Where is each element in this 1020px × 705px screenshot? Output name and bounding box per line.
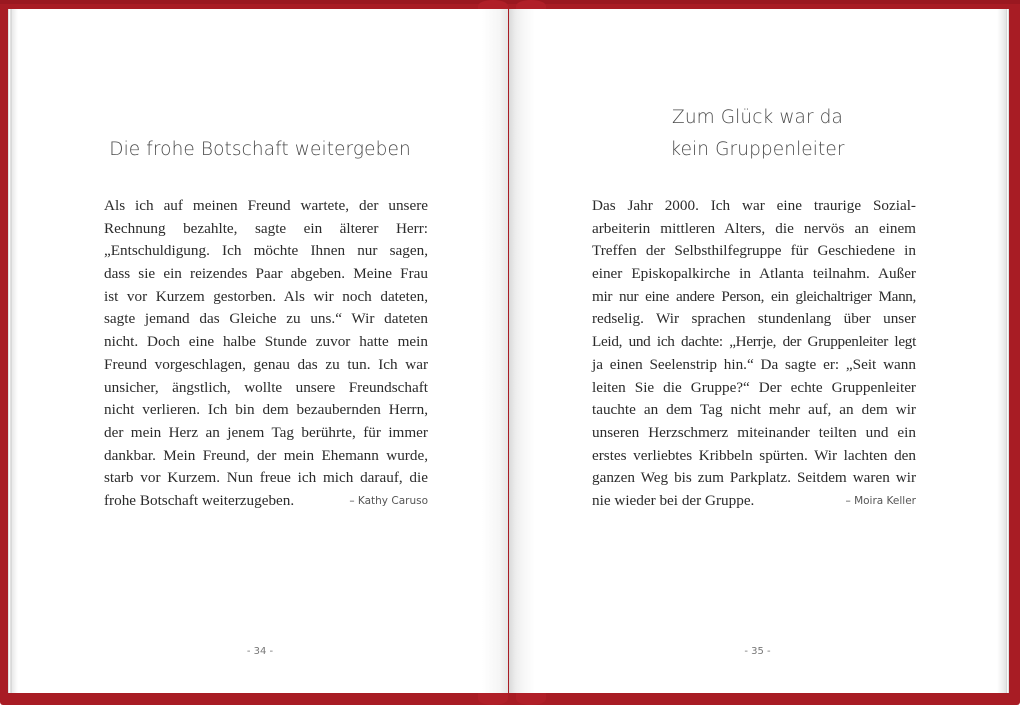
author-credit: – Kathy Caruso [349, 494, 428, 507]
right-page-title-line1: Zum Glück war da [672, 107, 843, 128]
text-line: Rechnung bezahlte, sagte ein älterer Herr: [104, 219, 428, 237]
text-line: Das Jahr 2000. Ich war eine traurige Sozial- [592, 197, 916, 214]
left-page-title: Die frohe Botschaft weitergeben [109, 139, 411, 160]
text-line: ganzen Weg bis zum Parkplatz. Seitdem waren wir [592, 469, 916, 487]
right-page-title-line2: kein Gruppenleiter [670, 139, 845, 160]
text-line: einer Episkopalkirche in Atlanta teilnahm. Außer [592, 265, 916, 283]
text-line: Treffen der Selbsthilfegruppe für Geschiedene in [592, 242, 916, 260]
page-number-right: - 35 - [744, 646, 771, 657]
text-line-last [104, 490, 428, 513]
text-line: unseren Herzschmerz miteinander teilten und ein [592, 423, 916, 441]
text-line: starb vor Kurzem. Nun freue ich mich darauf, die [104, 469, 428, 487]
text-line: Als ich auf meinen Freund wartete, der unsere [104, 197, 428, 214]
text-line: tauchte an dem Tag nicht mehr auf, an dem wir [592, 401, 916, 419]
author-credit: – Moira Keller [845, 494, 916, 507]
text-line: mir nur eine andere Person, ein gleichaltriger Mann, [592, 287, 916, 305]
page-number-left: - 34 - [246, 646, 274, 657]
headband-bottom-right [516, 693, 546, 705]
text-line: Freund vorgeschlagen, genau das zu tun. Ich war [104, 355, 428, 373]
text-line: nicht. Doch eine halbe Stunde zuvor hatte mein [104, 333, 428, 351]
left-page-body [104, 195, 428, 513]
text-line: unsicher, ängstlich, wollte unsere Freundschaft [104, 378, 428, 396]
text-line: Leid, und ich dachte: „Herrje, der Gruppenleiter legt [592, 333, 916, 351]
text-line-last [592, 490, 916, 513]
right-page-body [592, 195, 916, 513]
left-page [11, 9, 508, 693]
text-line: leiten Sie die Gruppe?“ Der echte Gruppenleiter [592, 378, 916, 396]
last-line-text: nie wieder bei der Gruppe. [592, 491, 755, 509]
text-line: dass sie ein reizendes Paar abgeben. Meine Frau [104, 265, 428, 283]
text-line: sagte jemand das Gleiche zu uns.“ Wir dateten [104, 310, 428, 328]
text-line: erstes verliebtes Kribbeln spürten. Wir lachten den [592, 446, 916, 464]
text-line: nicht verlieren. Ich bin dem bezaubernden Herrn, [104, 401, 428, 419]
text-line: dankbar. Mein Freund, der mein Ehemann wurde, [104, 446, 428, 464]
text-line: redselig. Wir sprachen stundenlang über unser [592, 310, 916, 328]
text-line: arbeiterin mittleren Alters, die nervös an einem [592, 219, 916, 237]
right-page [509, 9, 1007, 693]
headband-bottom-left [478, 693, 508, 705]
text-line: ist vor Kurzem gestorben. Als wir noch dateten, [104, 287, 428, 305]
text-line: ja einen Seelenstrip hin.“ Da sagte er: „Seit wann [592, 355, 916, 373]
text-line: „Entschuldigung. Ich möchte Ihnen nur sagen, [104, 242, 428, 260]
text-line: der mein Herz an jenem Tag berührte, für immer [104, 423, 428, 441]
last-line-text: frohe Botschaft weiterzugeben. [104, 491, 295, 509]
